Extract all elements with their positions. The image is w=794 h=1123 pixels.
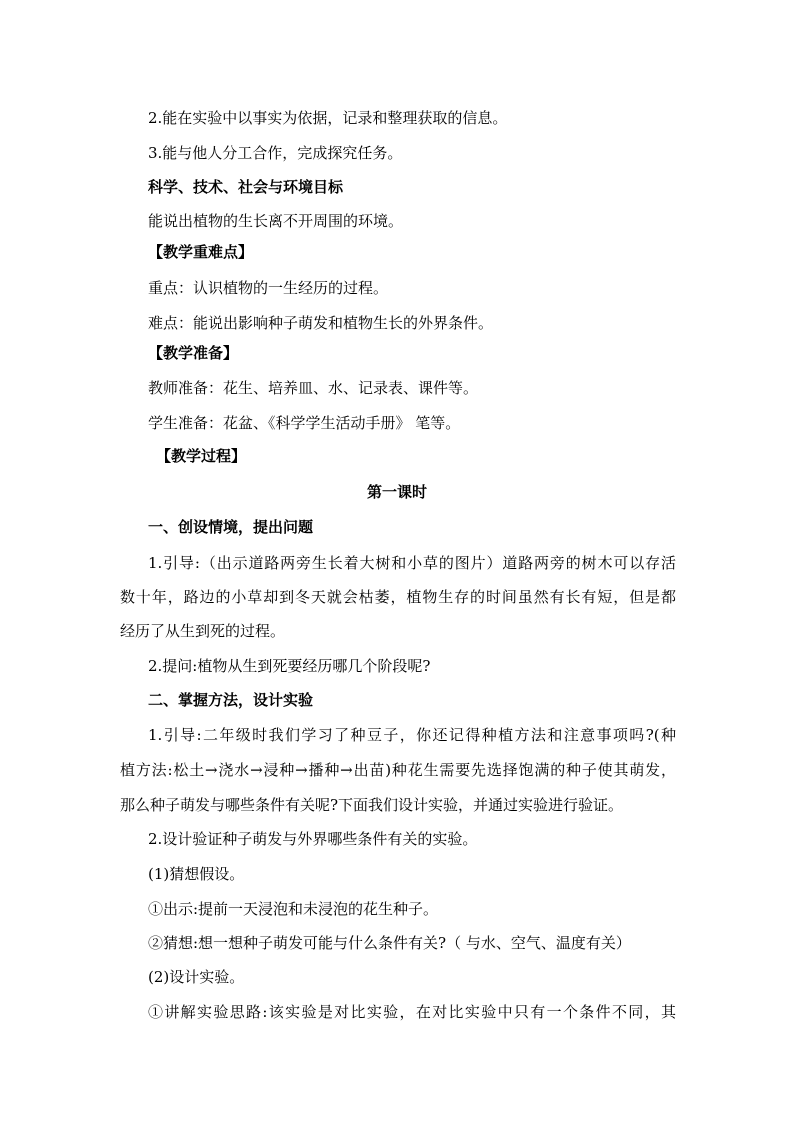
difficult-point-text: 难点：能说出影响种子萌发和植物生长的外界条件。: [148, 314, 494, 332]
experiment-design-text: 2.设计验证种子萌发与外界哪些条件有关的实验。: [148, 830, 478, 848]
paragraph-line: 数十年，路边的小草却到冬天就会枯萎，植物生存的时间虽然有长有短，但是都: [120, 588, 676, 606]
lesson-title: 第一课时: [366, 483, 427, 501]
objective-item-2: 2.能在实验中以事实为依据，记录和整理获取的信息。: [148, 109, 508, 127]
student-preparation-text: 学生准备：花盆、《科学学生活动手册》 笔等。: [148, 414, 461, 432]
step-heading-2: 二、掌握方法，设计实验: [148, 691, 314, 709]
design-heading: (2)设计实验。: [148, 968, 245, 986]
stse-goal-text: 能说出植物的生长离不开周围的环境。: [148, 212, 404, 230]
hypothesis-guess-text: ②猜想:想一想种子萌发可能与什么条件有关?（ 与水、空气、温度有关）: [148, 934, 631, 952]
section-heading-key-points: 【教学重难点】: [148, 243, 254, 261]
paragraph-line: 1.引导:（出示道路两旁生长着大树和小草的图片）道路两旁的树木可以存活: [148, 554, 676, 572]
paragraph-line: 植方法:松土→浇水→浸种→播种→出苗)种花生需要先选择饱满的种子使其萌发，: [120, 761, 676, 779]
paragraph-line: 那么种子萌发与哪些条件有关呢?下面我们设计实验，并通过实验进行验证。: [120, 796, 624, 814]
key-point-text: 重点：认识植物的一生经历的过程。: [148, 279, 389, 297]
hypothesis-show-text: ①出示:提前一天浸泡和未浸泡的花生种子。: [148, 900, 439, 918]
paragraph-line: 经历了从生到死的过程。: [120, 622, 286, 640]
paragraph-line: 1.引导:二年级时我们学习了种豆子，你还记得种植方法和注意事项吗?(种: [148, 726, 676, 744]
teacher-preparation-text: 教师准备：花生、培养皿、水、记录表、课件等。: [148, 379, 479, 397]
objective-item-3: 3.能与他人分工合作，完成探究任务。: [148, 144, 403, 162]
paragraph-line: ①讲解实验思路:该实验是对比实验，在对比实验中只有一个条件不同，其: [148, 1003, 676, 1021]
section-heading-process: 【教学过程】: [156, 447, 247, 465]
section-heading-stse-goal: 科学、技术、社会与环境目标: [148, 178, 344, 196]
step-heading-1: 一、创设情境，提出问题: [148, 518, 314, 536]
question-text: 2.提问:植物从生到死要经历哪几个阶段呢?: [148, 657, 431, 675]
hypothesis-heading: (1)猜想假设。: [148, 865, 245, 883]
section-heading-preparation: 【教学准备】: [148, 344, 239, 362]
